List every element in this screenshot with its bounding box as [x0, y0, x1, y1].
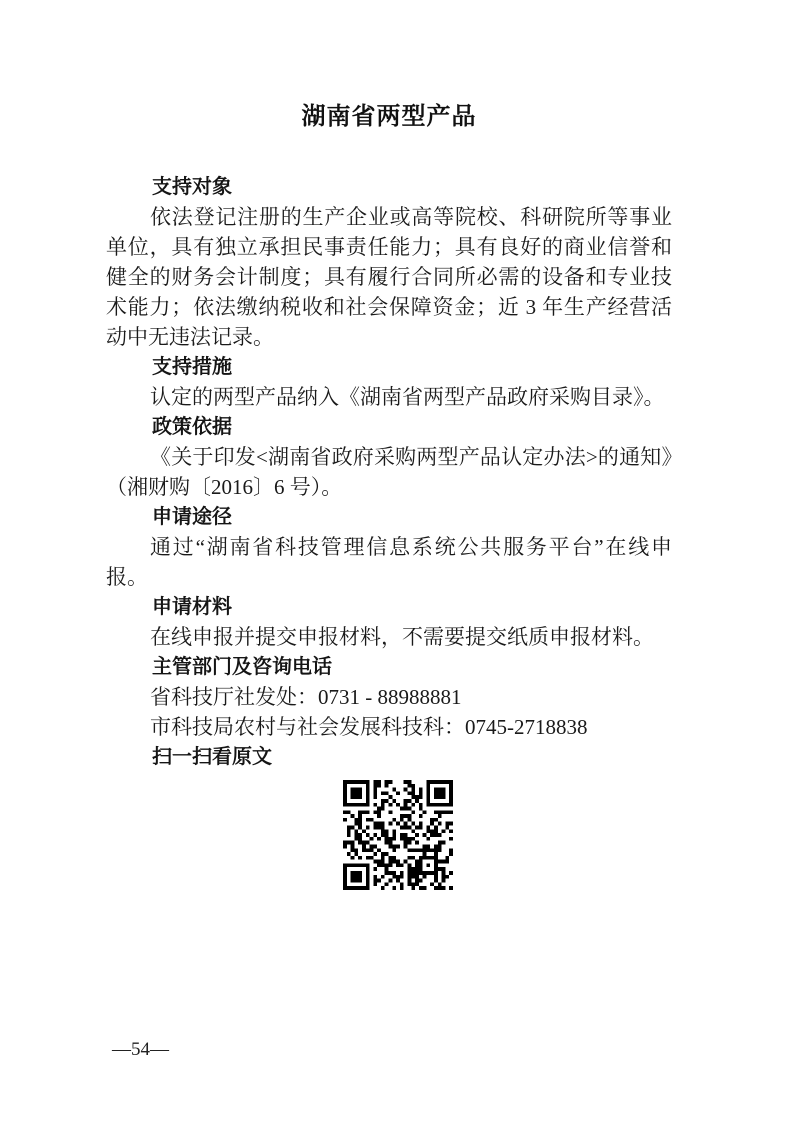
paragraph: 通过“湖南省科技管理信息系统公共服务平台”在线申报。 [106, 535, 672, 589]
contact-phone-line: 省科技厅社发处：0731 - 88988881 [150, 685, 462, 709]
paragraph: 依法登记注册的生产企业或高等院校、科研院所等事业单位，具有独立承担民事责任能力；具有良好的商业信誉和健全的财务会计制度；具有履行合同所必需的设备和专业技术能力；依法缴纳税收和社会保障资金；近 3 年生产经营活动中无违法记录。 [106, 205, 672, 349]
section-heading-application-channel: 申请途径 [152, 506, 232, 528]
section-heading-policy-basis: 政策依据 [152, 416, 232, 438]
paragraph: 在线申报并提交申报材料，不需要提交纸质申报材料。 [150, 625, 654, 649]
section-heading-department-contacts: 主管部门及咨询电话 [152, 656, 332, 678]
section-heading-support-measures: 支持措施 [152, 356, 232, 378]
paragraph: 认定的两型产品纳入《湖南省两型产品政府采购目录》。 [150, 385, 665, 409]
section-heading-support-target: 支持对象 [152, 176, 232, 198]
section-heading-application-materials: 申请材料 [152, 596, 232, 618]
section-heading-scan-original: 扫一扫看原文 [152, 746, 272, 768]
document-content [106, 100, 672, 890]
paragraph: 《关于印发<湖南省政府采购两型产品认定办法>的通知》（湘财购〔2016〕6 号）。 [106, 445, 672, 499]
page-number: —54— [112, 1039, 169, 1060]
contact-phone-line: 市科技局农村与社会发展科技科：0745-2718838 [150, 715, 588, 739]
qr-code [343, 780, 453, 890]
page-title: 湖南省两型产品 [301, 104, 477, 130]
qr-code-image [343, 780, 453, 890]
